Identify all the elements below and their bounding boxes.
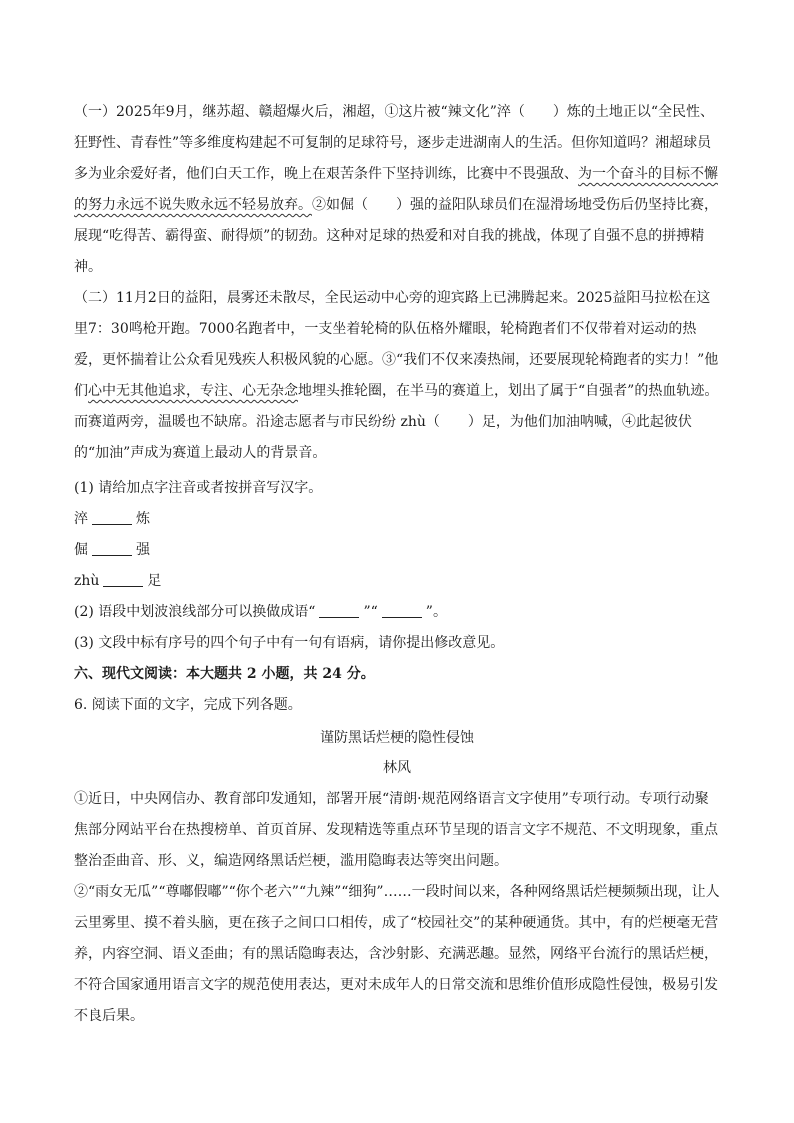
idiom-blank-1[interactable]	[319, 603, 359, 618]
passage-two-text-1: （二）11月2日的益阳，晨雾还未散尽，全民运动中心旁的迎宾路上已沸腾起来。2025益阳马拉松在这里7：30鸣枪开跑。7000名跑者中，一支坐着轮椅的队伍格外耀眼，轮椅跑者们不仅带着对运动的热爱，更怀揣着让公众看见残疾人积极风貌的心愿。③“我们不仅来凑热闹，还要展现轮椅跑者的实力！”他们	[74, 290, 719, 399]
question-3: (3) 文段中标有序号的四个句子中有一句有语病，请你提出修改意见。	[74, 635, 505, 651]
idiom-blank-2[interactable]	[382, 603, 422, 618]
question-1: (1) 请给加点字注音或者按拼音写汉字。	[74, 480, 323, 496]
question-2: (2) 语段中划波浪线部分可以换做成语“ ”“ ”。	[74, 604, 447, 620]
article-title: 谨防黑话烂梗的隐性侵蚀	[320, 730, 474, 746]
passage-one-wavy-phrase: 为一个奋斗的目标不懈的努力永远不说失败永远不轻易放弃。	[74, 166, 718, 213]
passage-one-text-2: ②如倔（ ）强的益阳队球员们在湿滑场地受伤后仍坚持比赛，展现“吃得苦、霸得蛮、耐得烦”的韧劲。这种对足球的热爱和对自我的挑战，体现了自强不息的拼搏精神。	[74, 197, 718, 275]
passage-one	[74, 97, 722, 283]
answer-blank-1[interactable]	[92, 510, 132, 525]
answer-blank-2[interactable]	[92, 541, 132, 556]
answer-line-zhu: zhù 足	[74, 573, 162, 589]
section-heading: 六、现代文阅读：本大题共 2 小题，共 24 分。	[74, 666, 375, 682]
passage-two-wavy-phrase: 心中无其他追求，专注、心无杂念	[88, 383, 298, 399]
article-paragraph-1: ①近日，中央网信办、教育部印发通知，部署开展“清朗·规范网络语言文字使用”专项行动。专项行动聚焦部分网站平台在热搜榜单、首页首屏、发现精选等重点环节呈现的语言文字不规范、不文明现象，重点整治歪曲音、形、义，编造网络黑话烂梗，滥用隐晦表达等突出问题。	[74, 791, 718, 869]
answer-line-cui: 淬 炼	[74, 511, 150, 527]
passage-one-text-1: （一）2025年9月，继苏超、赣超爆火后，湘超，①这片被“辣文化”淬（ ）炼的土地正以“全民性、狂野性、青春性”等多维度构建起不可复制的足球符号，逐步走进湖南人的生活。但你知道吗？湘超球员多为业余爱好者，他们白天工作，晚上在艰苦条件下坚持训练，比赛中不畏强敌、	[74, 104, 715, 182]
passage-two	[74, 283, 722, 469]
question-6: 6. 阅读下面的文字，完成下列各题。	[74, 697, 302, 713]
passage-two-text-2: 地埋头推轮圈，在半马的赛道上，划出了属于“自强者”的热血轨迹。而赛道两旁，温暖也不缺席。沿途志愿者与市民纷纷 zhù（ ）足，为他们加油呐喊，④此起彼伏的“加油”声成为赛道上最动人的背景音。	[74, 383, 719, 461]
answer-line-jue: 倔 强	[74, 542, 150, 558]
answer-blank-3[interactable]	[103, 572, 143, 587]
article-paragraph-2: ②“雨女无瓜”“尊嘟假嘟”“你个老六”“九辣”“细狗”……一段时间以来，各种网络黑话烂梗频频出现，让人云里雾里、摸不着头脑，更在孩子之间口口相传，成了“校园社交”的某种硬通货。其中，有的烂梗毫无营养，内容空洞、语义歪曲；有的黑话隐晦表达，含沙射影、充满恶趣。显然，网络平台流行的黑话烂梗，不符合国家通用语言文字的规范使用表达，更对未成年人的日常交流和思维价值形成隐性侵蚀，极易引发不良后果。	[74, 884, 720, 1024]
article-author: 林风	[383, 760, 411, 776]
